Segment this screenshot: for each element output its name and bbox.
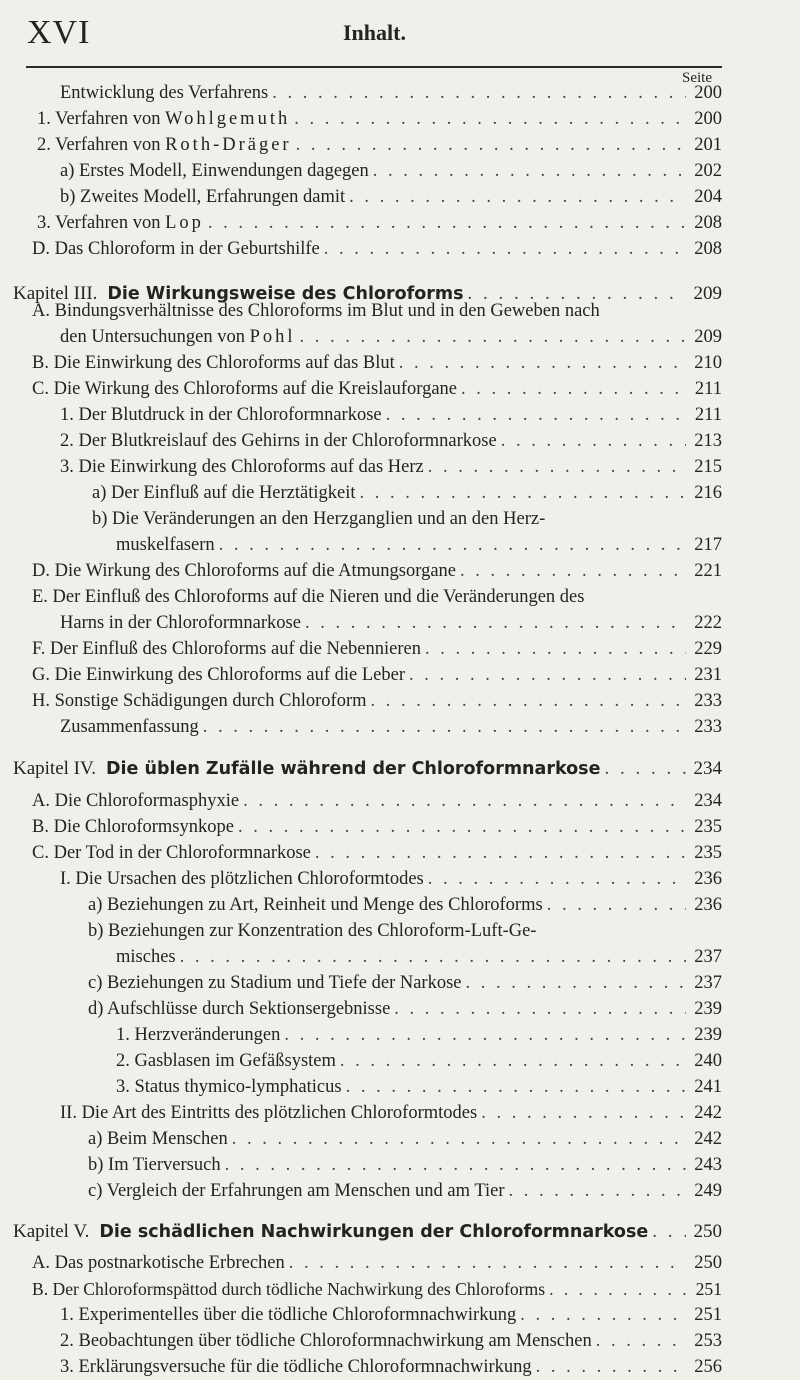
toc-entry (32, 636, 722, 662)
page-ref: 202 (694, 161, 722, 181)
toc-entry (32, 688, 722, 714)
entry-text: E. Der Einfluß des Chloroforms auf die Nieren und die Veränderungen des (32, 587, 585, 607)
entry-text: d) Aufschlüsse durch Sektionsergebnisse (88, 999, 391, 1019)
entry-text: II. Die Art des Eintritts des plötzlichen Chloroformtodes (60, 1103, 478, 1123)
toc-entry (60, 158, 722, 184)
entry-text: 1. Der Blutdruck in der Chloroformnarkose (60, 405, 382, 425)
page-ref: 209 (694, 327, 722, 347)
toc-entry-title (116, 1074, 342, 1100)
page-ref: 242 (694, 1103, 722, 1123)
entry-text: G. Die Einwirkung des Chloroforms auf die Leber (32, 665, 405, 685)
toc-entry-title (88, 970, 462, 996)
page-ref: 208 (694, 213, 722, 233)
page-ref: 211 (694, 379, 722, 399)
toc-entry (60, 184, 722, 210)
toc-entry (60, 866, 722, 892)
leader-dots (232, 1126, 686, 1152)
toc-entry-title (60, 80, 268, 106)
entry-text: C. Der Tod in der Chloroformnarkose (32, 843, 311, 863)
entry-text: a) Der Einfluß auf die Herztätigkeit (92, 483, 356, 503)
toc-entry (32, 662, 722, 688)
toc-entry-title (60, 1100, 477, 1126)
toc-entry (32, 376, 722, 402)
page-ref: 200 (694, 109, 722, 129)
page-ref: 235 (694, 843, 722, 863)
toc-entry (32, 840, 722, 866)
page-ref: 237 (694, 973, 722, 993)
entry-text: b) Die Veränderungen an den Herzganglien und an den Herz- (92, 509, 546, 529)
leader-dots (425, 636, 686, 662)
toc-chapter-entry (13, 1219, 722, 1245)
toc-entry (60, 1328, 722, 1354)
page-ref: 236 (694, 869, 722, 889)
author-name: Lop (165, 213, 204, 233)
entry-text: I. Die Ursachen des plötzlichen Chloroformtodes (60, 869, 424, 889)
toc-entry (60, 1100, 722, 1126)
toc-entry-title (88, 1152, 221, 1178)
leader-dots (203, 714, 686, 740)
entry-text: A. Die Chloroformasphyxie (32, 791, 240, 811)
chapter-label: Kapitel IV. (13, 758, 97, 779)
toc-entry-title (32, 1276, 545, 1302)
toc-entry (60, 714, 722, 740)
entry-text: misches (116, 947, 176, 967)
page-ref: 217 (694, 535, 722, 555)
entry-text: c) Beziehungen zu Stadium und Tiefe der Narkose (88, 973, 462, 993)
page-ref: 231 (694, 665, 722, 685)
leader-dots (428, 866, 686, 892)
leader-dots (294, 106, 686, 132)
toc-entry-title (116, 1048, 336, 1074)
toc-entry (116, 1074, 722, 1100)
entry-text: 2. Der Blutkreislauf des Gehirns in der Chloroformnarkose (60, 431, 497, 451)
toc-entry (37, 132, 722, 158)
entry-text: 1. Herzveränderungen (116, 1025, 281, 1045)
toc-entry (37, 210, 722, 236)
leader-dots (346, 1074, 686, 1100)
toc-entry-title (13, 1219, 648, 1245)
toc-entry-title (32, 840, 311, 866)
leader-dots (340, 1048, 686, 1074)
author-name: Roth-Dräger (165, 135, 292, 155)
toc-entry-title (60, 184, 345, 210)
leader-dots (284, 1022, 686, 1048)
leader-dots (428, 454, 686, 480)
leader-dots (324, 236, 686, 262)
leader-dots (547, 892, 686, 918)
entry-text: 2. Verfahren von (37, 135, 161, 155)
toc-entry-title (60, 324, 296, 350)
toc-entry (32, 558, 722, 584)
page-ref: 251 (694, 1305, 722, 1325)
page-ref: 240 (694, 1051, 722, 1071)
entry-text: Harns in der Chloroformnarkose (60, 613, 301, 633)
page-ref: 233 (694, 717, 722, 737)
entry-text: c) Vergleich der Erfahrungen am Menschen und am Tier (88, 1181, 505, 1201)
leader-dots (373, 158, 686, 184)
toc-entry (88, 970, 722, 996)
page-ref: 211 (694, 405, 722, 425)
toc-entry (60, 402, 722, 428)
toc-entry-title (32, 688, 367, 714)
toc-entry-title (116, 944, 176, 970)
toc-entry (88, 1126, 722, 1152)
toc-entry (32, 584, 722, 610)
toc-entry (88, 996, 722, 1022)
toc-entry (116, 944, 722, 970)
page-ref: 237 (694, 947, 722, 967)
toc-entry-title (32, 662, 405, 688)
entry-text: 1. Experimentelles über die tödliche Chloroformnachwirkung (60, 1305, 517, 1325)
leader-dots (180, 944, 686, 970)
leader-dots (501, 428, 686, 454)
toc-entry (60, 1302, 722, 1328)
entry-text: 3. Verfahren von (37, 213, 161, 233)
entry-text: 3. Status thymico-lymphaticus (116, 1077, 342, 1097)
toc-entry (37, 106, 722, 132)
toc-entry (88, 1178, 722, 1204)
toc-entry-title (32, 636, 421, 662)
toc-entry (60, 610, 722, 636)
header-rule (26, 66, 722, 68)
toc-chapter-entry (13, 756, 722, 782)
leader-dots (243, 788, 686, 814)
leader-dots (315, 840, 686, 866)
entry-text: 2. Gasblasen im Gefäßsystem (116, 1051, 336, 1071)
chapter-title: Die schädlichen Nachwirkungen der Chloroformnarkose (99, 1222, 649, 1242)
author-name: Pohl (249, 327, 296, 347)
entry-text: Zusammenfassung (60, 717, 199, 737)
toc-entry (32, 788, 722, 814)
toc-entry-title (60, 1302, 516, 1328)
toc-entry-title (116, 532, 215, 558)
page-ref: 241 (694, 1077, 722, 1097)
leader-dots (386, 402, 686, 428)
leader-dots (536, 1354, 686, 1380)
toc-entry-title (37, 132, 292, 158)
page-ref: 222 (694, 613, 722, 633)
toc-entry (60, 324, 722, 350)
chapter-title: Die üblen Zufälle während der Chloroformnarkose (106, 759, 601, 779)
page-ref: 229 (694, 639, 722, 659)
entry-text: H. Sonstige Schädigungen durch Chloroform (32, 691, 367, 711)
page-ref: 250 (694, 1253, 722, 1273)
toc-entry-title (88, 918, 536, 944)
leader-dots (508, 1178, 686, 1204)
page-ref: 216 (694, 483, 722, 503)
page-ref: 242 (694, 1129, 722, 1149)
toc-entry (32, 236, 722, 262)
toc-entry-title (60, 610, 301, 636)
page-ref: 236 (694, 895, 722, 915)
page-ref: 234 (693, 758, 722, 779)
toc-entry-title (60, 714, 199, 740)
toc-entry (116, 532, 722, 558)
toc-entry-title (32, 788, 239, 814)
seite-label: Seite (682, 70, 712, 86)
page-ref: 251 (695, 1279, 722, 1299)
leader-dots (399, 350, 686, 376)
page-ref: 204 (694, 187, 722, 207)
toc-entry-title (92, 506, 545, 532)
leader-dots (409, 662, 686, 688)
leader-dots (238, 814, 686, 840)
toc-entry (88, 892, 722, 918)
toc-entry-title (60, 158, 369, 184)
toc-entry-title (32, 558, 456, 584)
leader-dots (460, 558, 686, 584)
entry-text: a) Erstes Modell, Einwendungen dagegen (60, 161, 369, 181)
toc-entry-title (32, 236, 320, 262)
entry-text: B. Der Chloroformspättod durch tödliche Nachwirkung des Chloroforms (32, 1279, 546, 1299)
toc-entry-title (32, 1250, 285, 1276)
toc-entry-title (88, 1126, 228, 1152)
toc-entry (32, 1276, 722, 1302)
toc-entry-title (32, 298, 600, 324)
page-ref: 233 (694, 691, 722, 711)
entry-text: D. Die Wirkung des Chloroforms auf die Atmungsorgane (32, 561, 457, 581)
toc-entry-title (13, 756, 600, 782)
leader-dots (219, 532, 686, 558)
toc-entry-title (37, 210, 204, 236)
toc-entry (60, 428, 722, 454)
toc-entry-title (88, 1178, 504, 1204)
leader-dots (549, 1276, 686, 1302)
toc-entry-title (32, 350, 395, 376)
chapter-label: Kapitel V. (13, 1221, 90, 1242)
chapter-title: Die Wirkungsweise des Chloroforms (107, 284, 464, 304)
page-ref: 243 (694, 1155, 722, 1175)
leader-dots (466, 970, 686, 996)
author-name: Wohlgemuth (165, 109, 291, 129)
toc-entry (92, 480, 722, 506)
toc-entry (88, 1152, 722, 1178)
entry-text: 1. Verfahren von (37, 109, 161, 129)
toc-entry-title (32, 376, 457, 402)
leader-dots (371, 688, 687, 714)
toc-entry-title (60, 1354, 532, 1380)
entry-text: 3. Die Einwirkung des Chloroforms auf das Herz (60, 457, 424, 477)
leader-dots (289, 1250, 686, 1276)
toc-entry-title (60, 866, 424, 892)
page-ref: 249 (694, 1181, 722, 1201)
leader-dots (300, 324, 686, 350)
toc-entry (116, 1022, 722, 1048)
leader-dots (596, 1328, 686, 1354)
entry-text: C. Die Wirkung des Chloroforms auf die Kreislauforgane (32, 379, 458, 399)
leader-dots (296, 132, 686, 158)
page-ref: 208 (694, 239, 722, 259)
leader-dots (272, 80, 686, 106)
toc-entry-title (92, 480, 356, 506)
page-ref: 234 (694, 791, 722, 811)
page-ref: 210 (694, 353, 722, 373)
leader-dots (225, 1152, 686, 1178)
page-ref: 221 (694, 561, 722, 581)
entry-text: muskelfasern (116, 535, 215, 555)
toc-entry-title (116, 1022, 280, 1048)
entry-text: b) Im Tierversuch (88, 1155, 221, 1175)
toc-entry (116, 1048, 722, 1074)
toc-entry (32, 350, 722, 376)
entry-text: a) Beziehungen zu Art, Reinheit und Menge des Chloroforms (88, 895, 543, 915)
leader-dots (461, 376, 686, 402)
entry-text: a) Beim Menschen (88, 1129, 228, 1149)
entry-text: B. Die Chloroformsynkope (32, 817, 234, 837)
toc-entry (32, 814, 722, 840)
toc-entry-title (60, 428, 497, 454)
page-ref: 256 (694, 1357, 722, 1377)
leader-dots (394, 996, 686, 1022)
page-ref: 209 (693, 283, 722, 304)
entry-text: b) Beziehungen zur Konzentration des Chloroform-Luft-Ge- (88, 921, 537, 941)
toc-entry (32, 298, 722, 324)
entry-text: A. Das postnarkotische Erbrechen (32, 1253, 285, 1273)
page-ref: 239 (694, 1025, 722, 1045)
page-number: XVI (27, 14, 91, 51)
page-title: Inhalt. (343, 20, 406, 45)
page-ref: 250 (693, 1221, 722, 1242)
page-ref: 215 (694, 457, 722, 477)
toc-entry-title (88, 996, 390, 1022)
toc-entry (60, 1354, 722, 1380)
leader-dots (520, 1302, 686, 1328)
entry-text: den Untersuchungen von (60, 327, 245, 347)
page-ref: 235 (694, 817, 722, 837)
entry-text: B. Die Einwirkung des Chloroforms auf das Blut (32, 353, 395, 373)
toc-entry (88, 918, 722, 944)
page-ref: 239 (694, 999, 722, 1019)
chapter-label: Kapitel III. (13, 283, 98, 304)
leader-dots (360, 480, 686, 506)
entry-text: A. Bindungsverhältnisse des Chloroforms im Blut und in den Geweben nach (32, 301, 600, 321)
entry-text: 3. Erklärungsversuche für die tödliche Chloroformnachwirkung (60, 1357, 532, 1377)
entry-text: D. Das Chloroform in der Geburtshilfe (32, 239, 320, 259)
toc-entry (60, 80, 722, 106)
toc-entry-title (60, 1328, 592, 1354)
entry-text: 2. Beobachtungen über tödliche Chloroformnachwirkung am Menschen (60, 1331, 592, 1351)
toc-entry (32, 1250, 722, 1276)
entry-text: Entwicklung des Verfahrens (60, 83, 269, 103)
toc-entry-title (37, 106, 290, 132)
entry-text: b) Zweites Modell, Erfahrungen damit (60, 187, 346, 207)
toc-entry-title (60, 454, 424, 480)
toc-entry-title (32, 814, 234, 840)
leader-dots (604, 756, 686, 782)
page-ref: 200 (694, 83, 722, 103)
entry-text: F. Der Einfluß des Chloroforms auf die Nebennieren (32, 639, 421, 659)
leader-dots (305, 610, 686, 636)
toc-entry-title (60, 402, 382, 428)
page-ref: 213 (694, 431, 722, 451)
toc-entry-title (88, 892, 543, 918)
toc-entry (92, 506, 722, 532)
leader-dots (652, 1219, 686, 1245)
toc-entry (60, 454, 722, 480)
page-ref: 253 (694, 1331, 722, 1351)
leader-dots (349, 184, 686, 210)
leader-dots (481, 1100, 686, 1126)
leader-dots (208, 210, 686, 236)
toc-entry-title (32, 584, 584, 610)
page-ref: 201 (694, 135, 722, 155)
